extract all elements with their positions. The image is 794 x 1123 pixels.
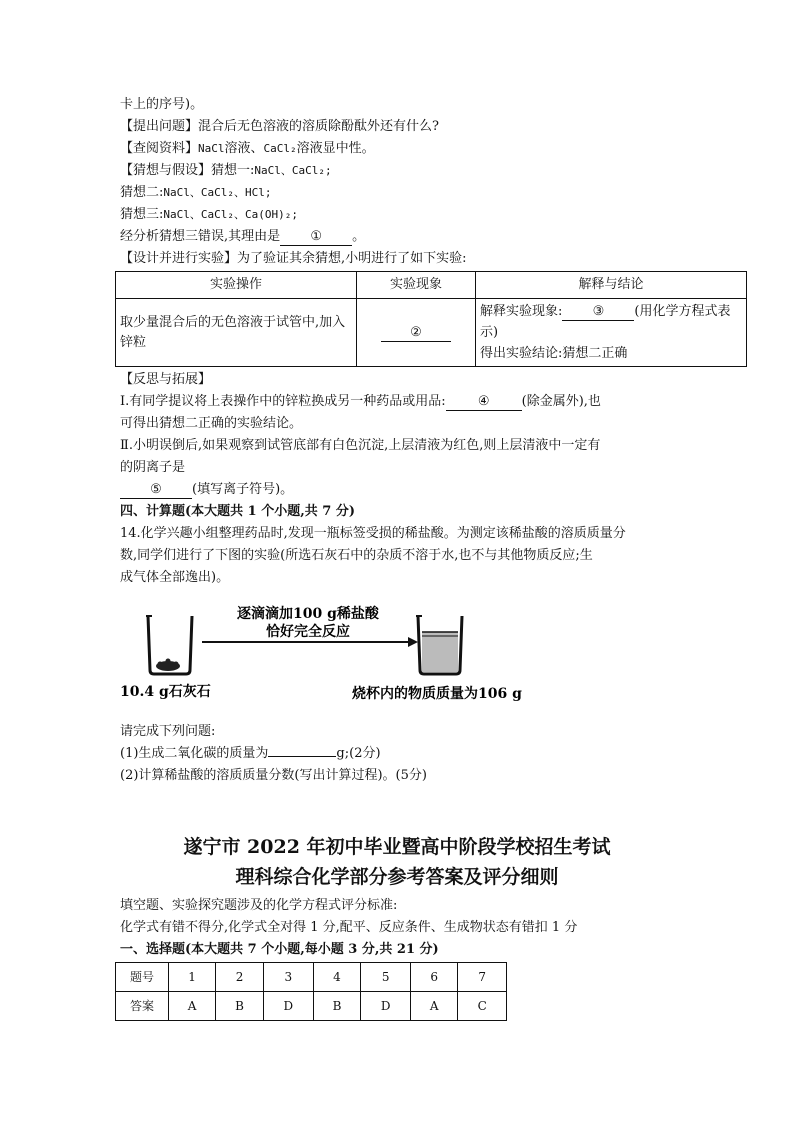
text-line bbox=[120, 183, 271, 203]
answer-value: B bbox=[216, 992, 264, 1021]
text-line bbox=[120, 249, 467, 269]
row-label-answer: 答案 bbox=[116, 992, 169, 1021]
line-text: Ⅰ.有同学提议将上表操作中的锌粒换成另一种药品或用品: bbox=[120, 394, 446, 409]
text-line bbox=[120, 392, 601, 412]
right-beaker bbox=[416, 616, 462, 674]
text-line bbox=[120, 480, 293, 500]
line-text: 【提出问题】混合后无色溶液的溶质除酚酞外还有什么? bbox=[120, 119, 439, 134]
operation-text: 取少量混合后的无色溶液于试管中,加入锌粒 bbox=[120, 314, 346, 350]
text-line bbox=[120, 139, 375, 159]
text-line bbox=[120, 414, 302, 434]
line-text: 的阴离子是 bbox=[120, 460, 186, 475]
hypothesis-2: NaCl、CaCl₂、HCl; bbox=[163, 186, 272, 199]
line-text: 溶液、 bbox=[224, 141, 264, 156]
text-line bbox=[120, 722, 215, 742]
table-row bbox=[116, 272, 747, 299]
line-text: 。 bbox=[352, 229, 366, 244]
experiment-diagram bbox=[120, 598, 560, 710]
answer-blank-3[interactable]: ③ bbox=[562, 303, 634, 321]
question-number: 1 bbox=[169, 963, 216, 992]
question-number: 4 bbox=[313, 963, 361, 992]
answer-blank-1[interactable]: ① bbox=[280, 228, 352, 246]
answer-value: D bbox=[263, 992, 313, 1021]
left-beaker bbox=[146, 616, 192, 674]
text-line bbox=[120, 205, 298, 225]
text-line bbox=[120, 458, 185, 478]
text-line bbox=[120, 568, 229, 588]
answer-value: C bbox=[458, 992, 507, 1021]
line-text: 成气体全部逸出)。 bbox=[120, 570, 230, 585]
line-text: 化学式有错不得分,化学式全对得 1 分,配平、反应条件、生成物状态有错扣 1 分 bbox=[120, 920, 578, 935]
line-text: 请完成下列问题: bbox=[120, 724, 216, 739]
answer-value: A bbox=[169, 992, 216, 1021]
text-line bbox=[120, 766, 427, 786]
explain-text-2: (用化学方程式表示) bbox=[480, 304, 731, 340]
section-heading bbox=[120, 940, 439, 960]
table-row bbox=[116, 299, 747, 367]
heading-text: 四、计算题(本大题共 1 个小题,共 7 分) bbox=[120, 504, 356, 519]
table-row bbox=[116, 963, 507, 992]
experiment-table bbox=[115, 271, 747, 367]
question-number: 6 bbox=[411, 963, 458, 992]
text-line bbox=[120, 436, 600, 456]
hypothesis-1: NaCl、CaCl₂; bbox=[254, 164, 332, 177]
line-text: (除金属外),也 bbox=[521, 394, 601, 409]
left-beaker-label: 10.4 g石灰石 bbox=[120, 684, 211, 700]
line-text: (2)计算稀盐酸的溶质质量分数(写出计算过程)。(5分) bbox=[120, 768, 427, 783]
hypothesis-3: NaCl、CaCl₂、Ca(OH)₂; bbox=[163, 208, 298, 221]
text-line bbox=[120, 95, 203, 115]
answer-title-2: 理科综合化学部分参考答案及评分细则 bbox=[235, 866, 559, 888]
header-operation: 实验操作 bbox=[116, 272, 357, 299]
row-label-number: 题号 bbox=[116, 963, 169, 992]
answer-blank-5[interactable]: ⑤ bbox=[120, 481, 192, 499]
line-text: 经分析猜想三错误,其理由是 bbox=[120, 229, 281, 244]
header-explanation: 解释与结论 bbox=[476, 272, 747, 299]
line-text: 【查阅资料】 bbox=[120, 141, 199, 156]
text-line bbox=[120, 227, 365, 247]
arrow-bottom-label: 恰好完全反应 bbox=[266, 624, 350, 640]
table-row bbox=[116, 992, 507, 1021]
line-text: 【设计并进行实验】为了验证其余猜想,小明进行了如下实验: bbox=[120, 251, 467, 266]
heading-text: 一、选择题(本大题共 7 个小题,每小题 3 分,共 21 分) bbox=[120, 942, 439, 957]
right-beaker-label: 烧杯内的物质质量为106 g bbox=[352, 686, 522, 702]
arrow-top-label: 逐滴滴加100 g稀盐酸 bbox=[237, 606, 379, 622]
answer-blank-2[interactable]: ② bbox=[381, 324, 451, 342]
section-title: 【反思与拓展】 bbox=[120, 372, 212, 387]
line-text: 卡上的序号)。 bbox=[120, 97, 204, 112]
question-number: 3 bbox=[263, 963, 313, 992]
line-text: (填写离子符号)。 bbox=[192, 482, 294, 497]
answer-blank-co2[interactable] bbox=[268, 756, 336, 757]
line-text: 【猜想与假设】猜想一: bbox=[120, 163, 255, 178]
header-phenomenon: 实验现象 bbox=[357, 272, 476, 299]
answer-title-1: 遂宁市 2022 年初中毕业暨高中阶段学校招生考试 bbox=[183, 836, 611, 858]
answer-table bbox=[115, 962, 507, 1021]
line-text: 数,同学们进行了下图的实验(所选石灰石中的杂质不溶于水,也不与其他物质反应;生 bbox=[120, 548, 593, 563]
text-line bbox=[120, 546, 593, 566]
line-text: (1)生成二氧化碳的质量为 bbox=[120, 746, 269, 761]
explain-text: 解释实验现象: bbox=[480, 304, 563, 319]
line-text: 溶液显中性。 bbox=[296, 141, 375, 156]
answer-value: A bbox=[411, 992, 458, 1021]
text-line bbox=[120, 524, 626, 544]
text-line bbox=[120, 117, 439, 137]
line-text: 14.化学兴趣小组整理药品时,发现一瓶标签受损的稀盐酸。为测定该稀盐酸的溶质质量分 bbox=[120, 526, 626, 541]
text-line bbox=[120, 896, 397, 916]
cell-explanation bbox=[476, 299, 747, 367]
cell-operation bbox=[116, 299, 357, 367]
text-line bbox=[120, 918, 577, 938]
line-text: 猜想二: bbox=[120, 185, 164, 200]
text-line bbox=[120, 744, 381, 764]
formula-nacl: NaCl bbox=[198, 142, 225, 155]
question-number: 7 bbox=[458, 963, 507, 992]
text-line bbox=[120, 370, 211, 390]
line-text: 可得出猜想二正确的实验结论。 bbox=[120, 416, 303, 431]
question-number: 5 bbox=[361, 963, 411, 992]
line-text: g;(2分) bbox=[336, 746, 381, 761]
text-line bbox=[120, 161, 332, 181]
cell-phenomenon bbox=[357, 299, 476, 367]
conclusion-text: 得出实验结论:猜想二正确 bbox=[480, 346, 628, 361]
answer-value: B bbox=[313, 992, 361, 1021]
answer-value: D bbox=[361, 992, 411, 1021]
section-heading bbox=[120, 502, 355, 522]
formula-cacl2: CaCl₂ bbox=[263, 142, 297, 155]
question-number: 2 bbox=[216, 963, 264, 992]
line-text: 填空题、实验探究题涉及的化学方程式评分标准: bbox=[120, 898, 398, 913]
line-text: Ⅱ.小明误倒后,如果观察到试管底部有白色沉淀,上层清液为红色,则上层清液中一定有 bbox=[120, 438, 601, 453]
line-text: 猜想三: bbox=[120, 207, 164, 222]
answer-blank-4[interactable]: ④ bbox=[446, 393, 522, 411]
